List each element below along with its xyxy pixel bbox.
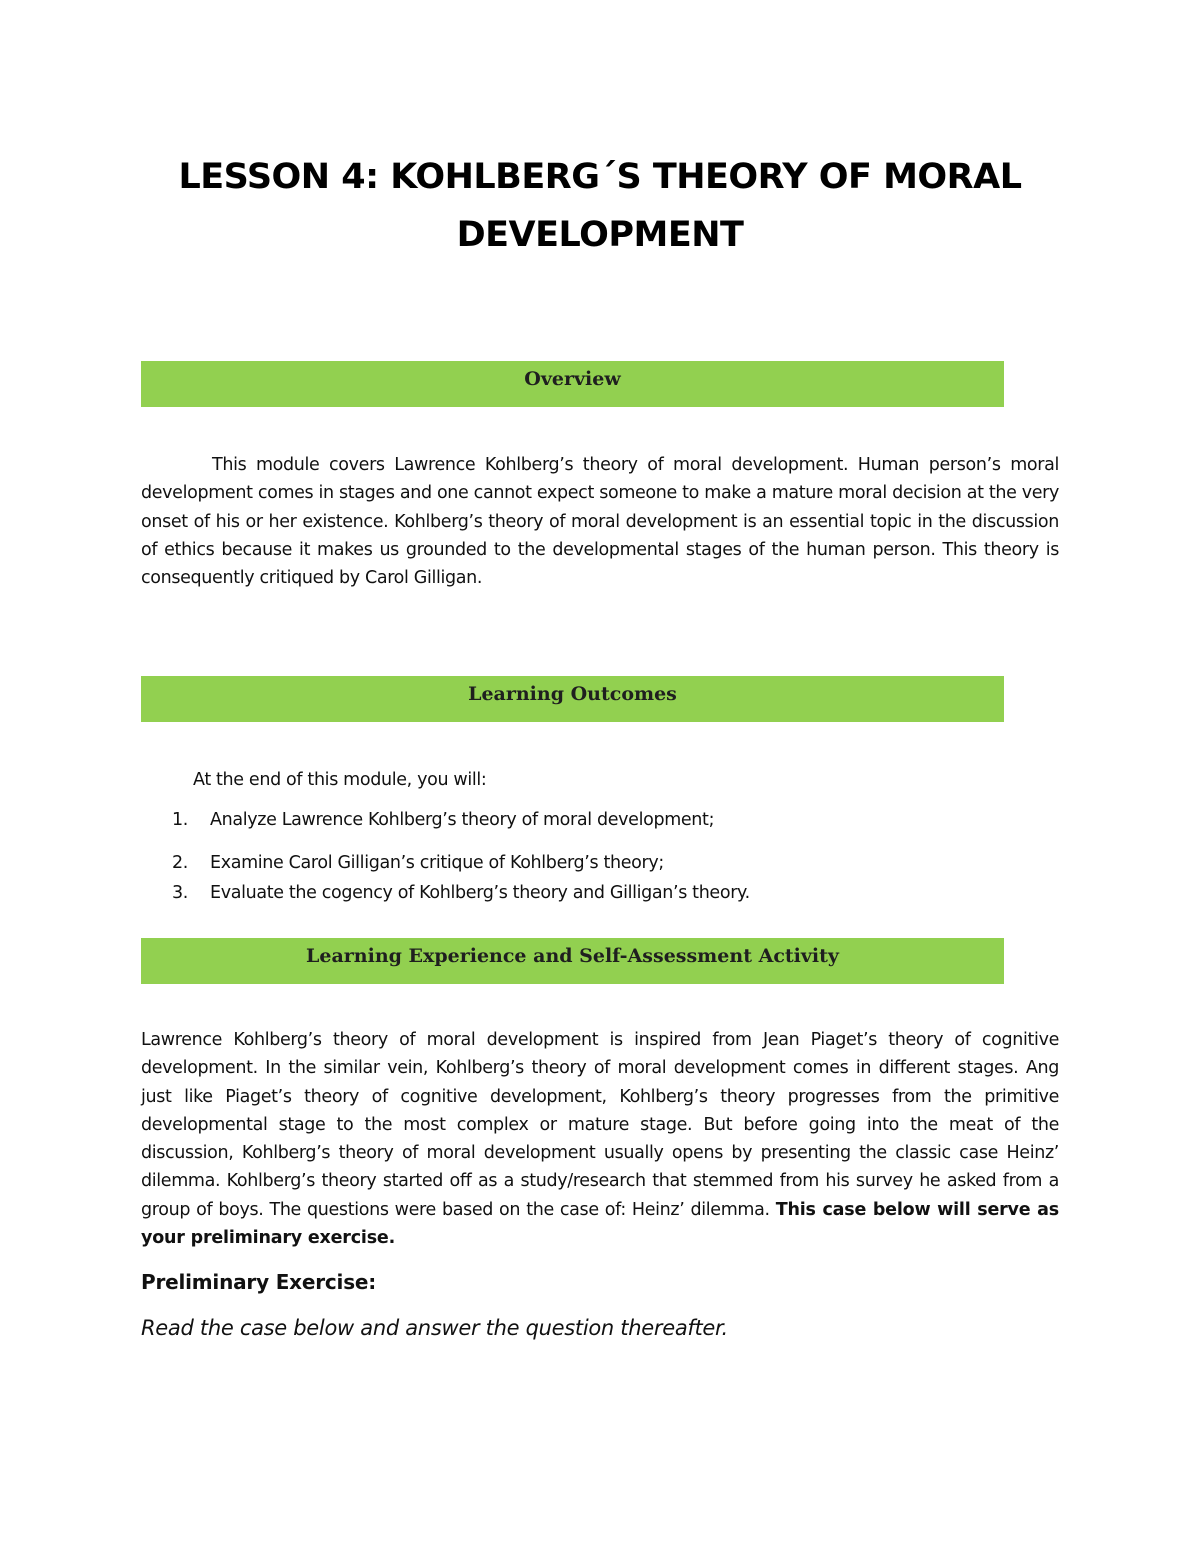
learning-experience-paragraph: [141, 1026, 1059, 1252]
preliminary-exercise-note: This case below will serve as your preliminary exercise.: [141, 1199, 1059, 1249]
list-item: [172, 883, 750, 903]
list-item-text: Evaluate the cogency of Kohlberg’s theory and Gilligan’s theory.: [210, 883, 750, 903]
list-item-number: 3.: [172, 883, 188, 903]
section-header-learning-outcomes: [141, 676, 1004, 722]
list-item-text: Examine Carol Gilligan’s critique of Kohlberg’s theory;: [210, 853, 664, 873]
section-heading-learning-experience: Learning Experience and Self-Assessment Activity: [306, 945, 839, 967]
preliminary-exercise-heading: Preliminary Exercise:: [141, 1270, 377, 1294]
learning-experience-text: Lawrence Kohlberg’s theory of moral development is inspired from Jean Piaget’s theory of cognitive development. In the similar vein, Kohlberg’s theory of moral development comes in different stages. Ang just like Piaget’s theory of cognitive development, Kohlberg’s theory progresses from the primitive developmental stage to the most complex or mature stage. But before going into the meat of the discussion, Kohlberg’s theory of moral development usually opens by presenting the classic case Heinz’ dilemma. Kohlberg’s theory started off as a study/research that stemmed from his survey he asked from a group of boys. The questions were based on the case of: Heinz’ dilemma.: [141, 1030, 1059, 1220]
overview-paragraph: This module covers Lawrence Kohlberg’s theory of moral development. Human person’s moral development comes in stages and one cannot expect someone to make a mature moral decision at the very onset of his or her existence. Kohlberg’s theory of moral development is an essential topic in the discussion of ethics because it makes us grounded to the developmental stages of the human person. This theory is consequently critiqued by Carol Gilligan.: [141, 455, 1059, 589]
section-header-overview: [141, 361, 1004, 407]
preliminary-exercise-instruction: Read the case below and answer the question thereafter.: [141, 1316, 728, 1340]
list-item: [172, 810, 714, 830]
list-item: [172, 853, 664, 873]
section-heading-learning-outcomes: Learning Outcomes: [468, 683, 677, 705]
list-item-text: Analyze Lawrence Kohlberg’s theory of moral development;: [210, 810, 715, 830]
list-item-number: 2.: [172, 853, 188, 873]
list-item-number: 1.: [172, 810, 188, 830]
section-header-learning-experience: [141, 938, 1004, 984]
section-heading-overview: Overview: [524, 368, 621, 390]
learning-outcomes-intro: At the end of this module, you will:: [193, 770, 487, 790]
document-title: LESSON 4: KOHLBERG´S THEORY OF MORAL DEVELOPMENT: [178, 157, 1022, 255]
